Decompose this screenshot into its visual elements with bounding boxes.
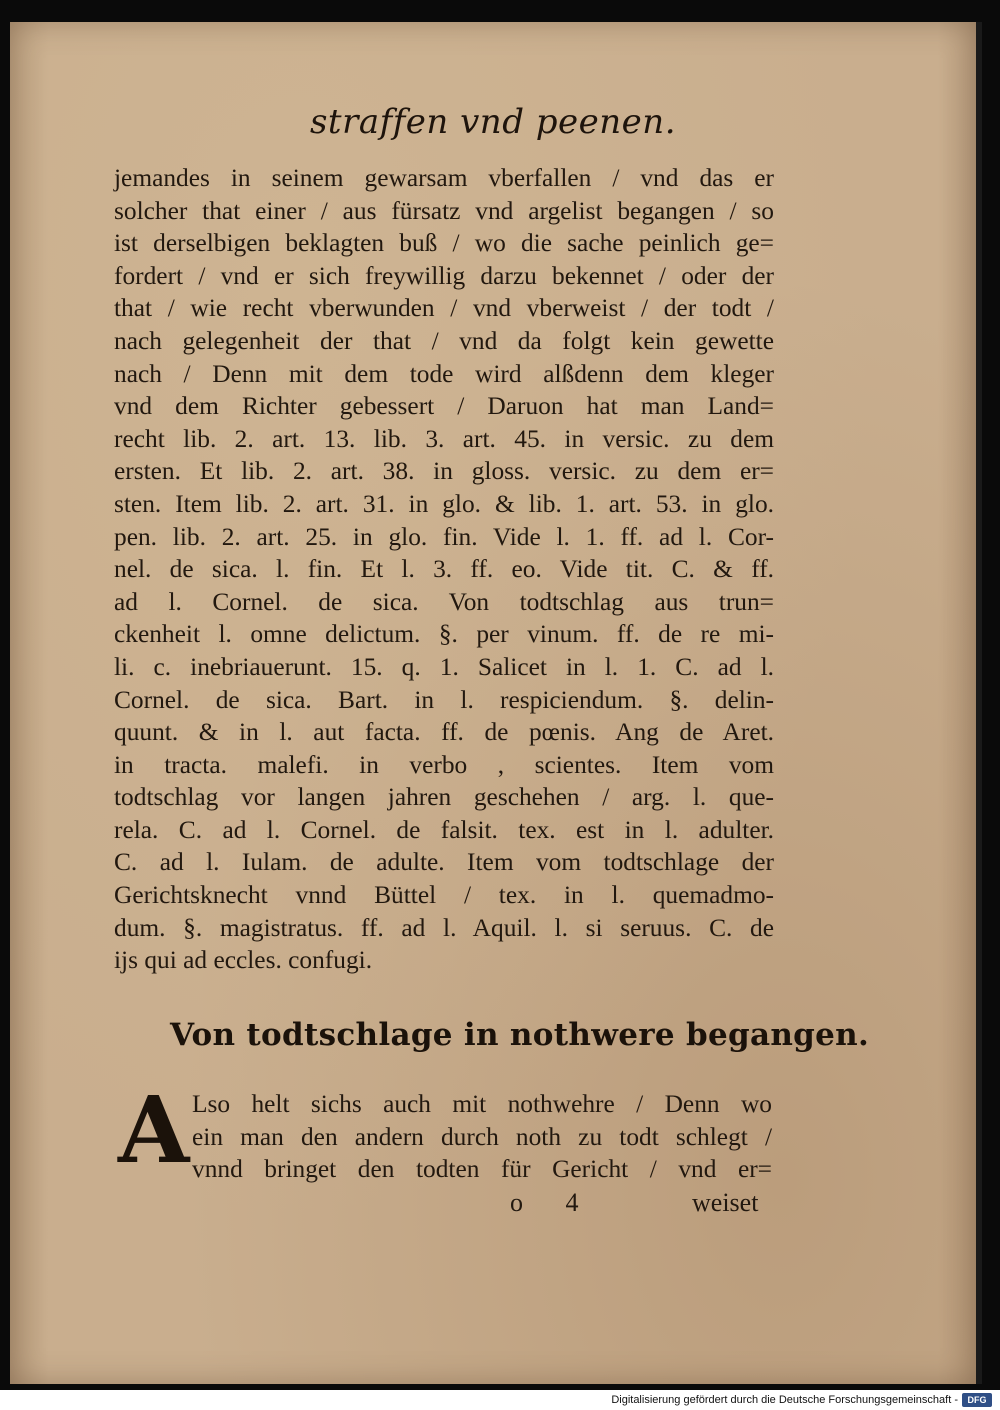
text-line: Cornel. de sica. Bart. in l. respiciendum. §. delin-: [114, 685, 774, 714]
text-line: in tracta. malefi. in verbo , scientes. Item vom: [114, 750, 774, 779]
text-line: nel. de sica. l. fin. Et l. 3. ff. eo. Vide tit. C. & ff.: [114, 555, 774, 584]
page-edge: [976, 22, 982, 1384]
digitization-credit: Digitalisierung gefördert durch die Deutsche Forschungsgemeinschaft -: [611, 1394, 958, 1406]
second-paragraph: [192, 1088, 772, 1186]
text-line: vnnd bringet den todten für Gericht / vnd er=: [192, 1155, 772, 1184]
text-line: vnd dem Richter gebessert / Daruon hat man Land=: [114, 392, 774, 421]
text-line: nach / Denn mit dem tode wird alßdenn dem kleger: [114, 359, 774, 388]
text-line: Gerichtsknecht vnnd Büttel / tex. in l. quemadmo-: [114, 881, 774, 910]
text-line: rela. C. ad l. Cornel. de falsit. tex. est in l. adulter.: [114, 815, 774, 844]
text-line: ijs qui ad eccles. confugi.: [114, 946, 373, 975]
text-line: nach gelegenheit der that / vnd da folgt kein gewette: [114, 326, 774, 355]
text-line: ersten. Et lib. 2. art. 38. in gloss. versic. zu dem er=: [114, 457, 774, 486]
text-line: solcher that einer / aus fürsatz vnd argelist begangen / so: [114, 196, 774, 225]
text-line: C. ad l. Iulam. de adulte. Item vom todtschlage der: [114, 848, 774, 877]
text-line: ckenheit l. omne delictum. §. per vinum. ff. de re mi-: [114, 620, 774, 649]
book-page: [10, 22, 976, 1384]
text-line: ist derselbigen beklagten buß / wo die sache peinlich ge=: [114, 229, 774, 258]
drop-cap-initial: A: [118, 1076, 190, 1184]
dfg-logo: DFG: [962, 1393, 992, 1407]
text-line: sten. Item lib. 2. art. 31. in glo. & lib. 1. art. 53. in glo.: [114, 489, 774, 518]
section-heading: Von todtschlage in nothwere begangen.: [170, 1017, 870, 1053]
text-line: fordert / vnd er sich freywillig darzu bekennet / oder der: [114, 261, 774, 290]
catchword: weiset: [692, 1188, 759, 1217]
text-line: that / wie recht vberwunden / vnd vberweist / der todt /: [114, 294, 774, 323]
text-line: Lso helt sichs auch mit nothwehre / Denn wo: [192, 1090, 772, 1118]
text-line: dum. §. magistratus. ff. ad l. Aquil. l. si seruus. C. de: [114, 913, 774, 942]
signature-mark: o 4: [510, 1188, 597, 1217]
text-line: todtschlag vor langen jahren geschehen / arg. l. que-: [114, 783, 774, 812]
running-head: straffen vnd peenen.: [309, 102, 677, 142]
text-line: pen. lib. 2. art. 25. in glo. fin. Vide l. 1. ff. ad l. Cor-: [114, 522, 774, 551]
main-paragraph: [114, 162, 774, 977]
text-line: ad l. Cornel. de sica. Von todtschlag aus trun=: [114, 587, 774, 616]
text-line: jemandes in seinem gewarsam vberfallen / vnd das er: [114, 164, 774, 192]
text-line: recht lib. 2. art. 13. lib. 3. art. 45. in versic. zu dem: [114, 424, 774, 453]
text-line: li. c. inebriauerunt. 15. q. 1. Salicet in l. 1. C. ad l.: [114, 652, 774, 681]
text-line: ein man den andern durch noth zu todt schlegt /: [192, 1122, 772, 1151]
text-line: quunt. & in l. aut facta. ff. de pœnis. Ang de Aret.: [114, 718, 774, 747]
